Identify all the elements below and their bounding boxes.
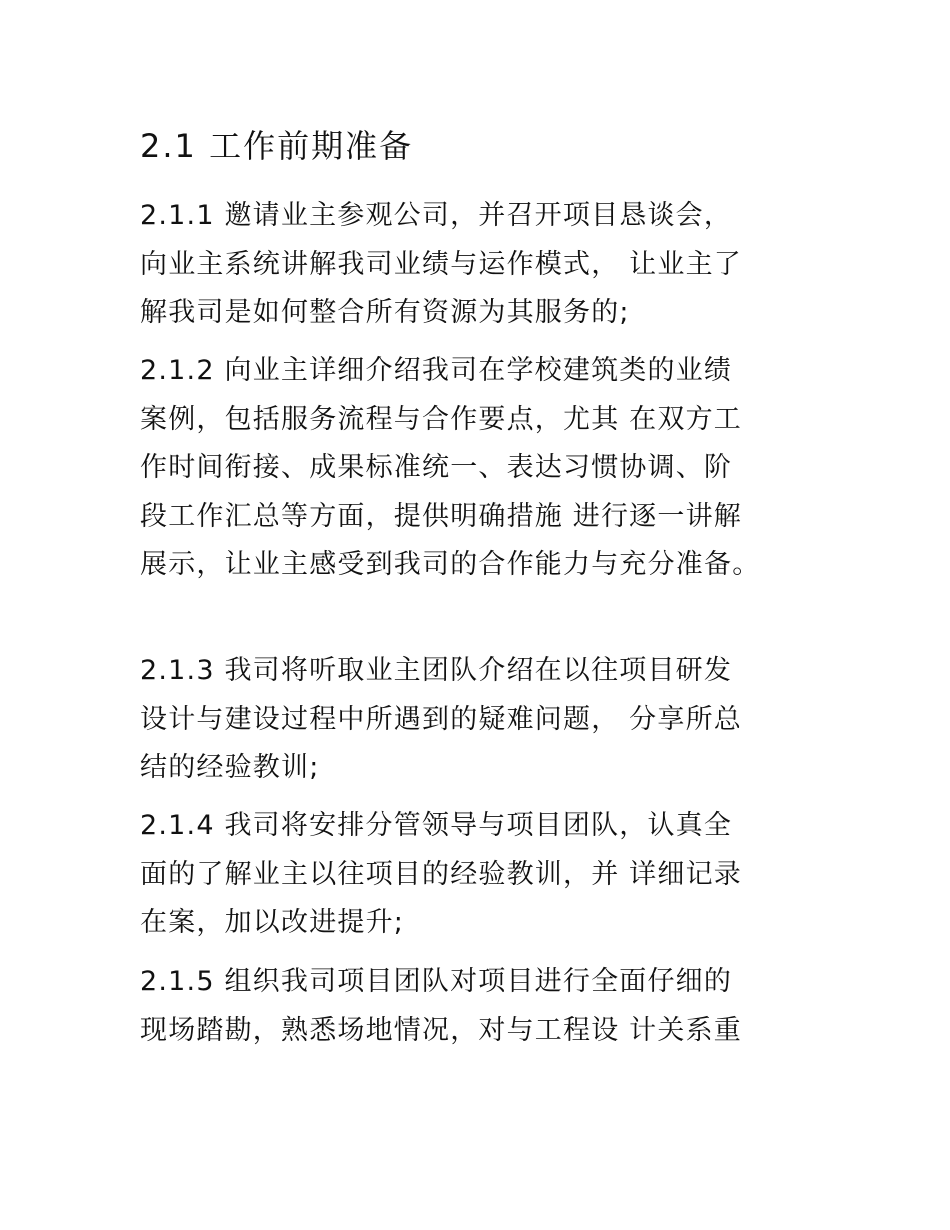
text-line: 2.1.3 我司将听取业主团队介绍在以往项目研发	[140, 655, 733, 686]
text-line: 结的经验教训;	[140, 752, 320, 784]
paragraph-2-1-2	[140, 347, 760, 590]
paragraph-2-1-5	[140, 958, 742, 1055]
text-line: 2.1.2 向业主详细介绍我司在学校建筑类的业绩	[140, 355, 733, 386]
text-line: 2.1.5 组织我司项目团队对项目进行全面仔细的	[140, 966, 733, 997]
text-line: 作时间衔接、成果标准统一、表达习惯协调、阶	[140, 452, 733, 484]
text-line: 解我司是如何整合所有资源为其服务的;	[140, 297, 630, 329]
text-line: 现场踏勘，熟悉场地情况，对与工程设 计关系重	[140, 1014, 742, 1046]
paragraph-2-1-1	[140, 192, 742, 338]
text-line: 在案，加以改进提升;	[140, 907, 405, 939]
text-line: 2.1.1 邀请业主参观公司，并召开项目恳谈会，	[140, 200, 733, 231]
text-line: 段工作汇总等方面，提供明确措施 进行逐一讲解	[140, 500, 742, 532]
text-line: 案例，包括服务流程与合作要点，尤其 在双方工	[140, 403, 742, 435]
text-line: 展示，让业主感受到我司的合作能力与充分准备。	[140, 549, 761, 581]
paragraph-2-1-3	[140, 647, 742, 793]
section-heading: 2.1 工作前期准备	[140, 127, 414, 165]
text-line: 2.1.4 我司将安排分管领导与项目团队，认真全	[140, 810, 733, 841]
text-line: 设计与建设过程中所遇到的疑难问题， 分享所总	[140, 703, 742, 735]
text-line: 向业主系统讲解我司业绩与运作模式， 让业主了	[140, 248, 742, 280]
paragraph-2-1-4	[140, 802, 742, 948]
text-line: 面的了解业主以往项目的经验教训，并 详细记录	[140, 858, 742, 890]
